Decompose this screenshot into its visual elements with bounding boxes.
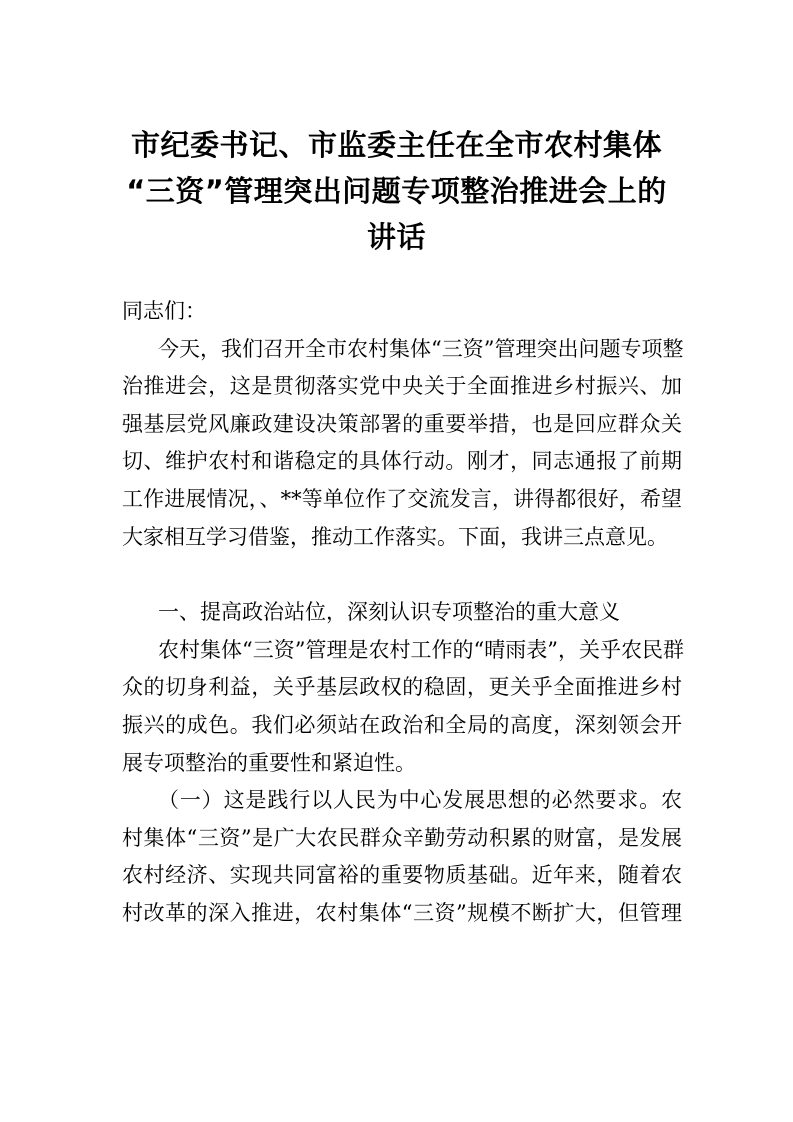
paragraph-line: 展专项整治的重要性和紧迫性。 [122,750,416,775]
paragraph-line: 农村经济、实现共同富裕的重要物质基础。近年来，随着农 [122,863,682,888]
document-title [110,122,683,260]
title-line-1: 市纪委书记、市监委主任在全市农村集体 [130,128,662,162]
title-line-2: “三资”管理突出问题专项整治推进会上的 [126,174,667,208]
paragraph-line: 村改革的深入推进，农村集体“三资”规模不断扩大，但管理 [122,900,682,925]
paragraph-line: 振兴的成色。我们必须站在政治和全局的高度，深刻领会开 [122,712,682,737]
paragraph-line: 大家相互学习借鉴，推动工作落实。下面，我讲三点意见。 [122,524,668,549]
salutation: 同志们： [122,299,206,323]
paragraph-intro [122,331,682,557]
paragraph-significance [122,632,682,782]
paragraph-spacer [122,556,682,594]
paragraph-line: 切、维护农村和谐稳定的具体行动。刚才，同志通报了前期 [122,449,682,474]
document-body [122,293,682,933]
paragraph-line: 农村集体“三资”管理是农村工作的“晴雨表”，关乎农民群 [158,637,684,662]
paragraph-line: 强基层党风廉政建设决策部署的重要举措，也是回应群众关 [122,411,682,436]
paragraph-line: 治推进会，这是贯彻落实党中央关于全面推进乡村振兴、加 [122,374,682,399]
paragraph-line: （一）这是践行以人民为中心发展思想的必然要求。农 [158,788,682,813]
section-heading-text: 一、提高政治站位，深刻认识专项整治的重大意义 [158,600,620,625]
paragraph-line: 工作进展情况，、**等单位作了交流发言，讲得都很好，希望 [122,486,682,511]
title-line-3: 讲话 [366,220,426,254]
paragraph-line: 众的切身利益，关乎基层政权的稳固，更关乎全面推进乡村 [122,675,682,700]
paragraph-line: 村集体“三资”是广大农民群众辛勤劳动积累的财富，是发展 [122,825,682,850]
paragraph-point-one [122,782,682,932]
paragraph-line: 今天，我们召开全市农村集体“三资”管理突出问题专项整 [158,336,684,361]
section-heading-1 [122,594,682,632]
